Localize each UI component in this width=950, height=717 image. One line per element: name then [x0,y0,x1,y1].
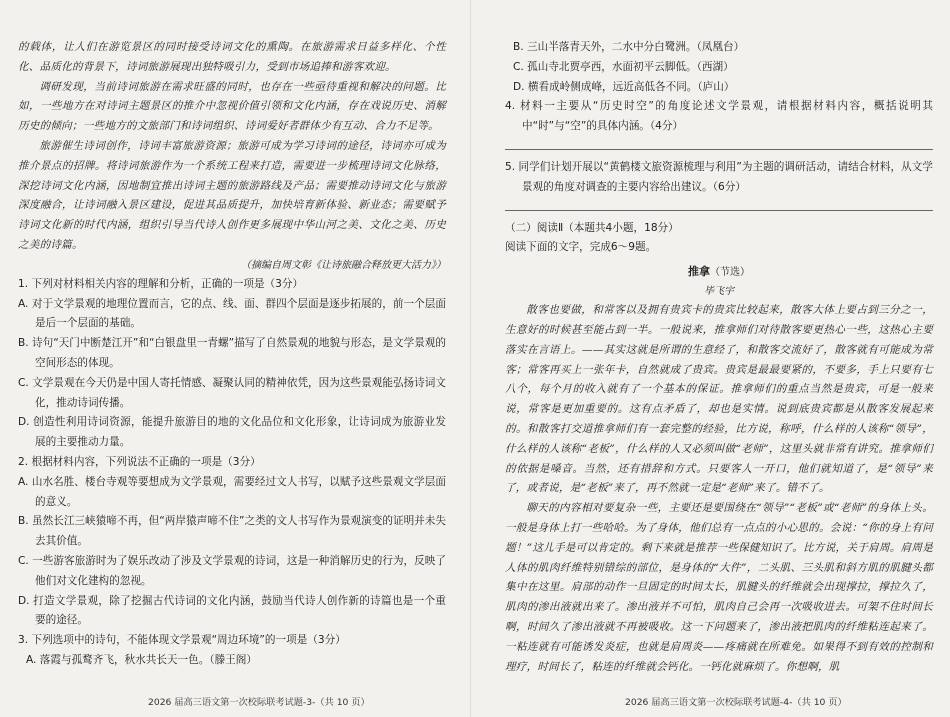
question-1-option-b: B. 诗句“天门中断楚江开”和“白银盘里一青螺”描写了自然景观的地貌与形态，是文学景观的空间形态的体现。 [18,337,446,369]
question-5-stem: 5. 同学们计划开展以“黄鹤楼文旅资源梳理与利用”为主题的调研活动，请结合材料，从文学景观的角度对调查的主要内容给出建议。（6分） [505,160,933,193]
answer-line[interactable] [505,149,933,150]
question-2-stem: 2. 根据材料内容，下列说法不正确的一项是（3分） [18,455,261,468]
passage-source: （摘编自周文彰《让诗旅融合释放更大活力》） [241,259,446,271]
question-3-stem: 3. 下列选项中的诗句，不能体现文学景观“周边环境”的一项是（3分） [18,634,346,647]
question-3-option-c: C. 孤山寺北贾亭西，水面初平云脚低。（西湖） [513,60,734,73]
question-1-option-d: D. 创造性利用诗词资源，能提升旅游目的地的文化品位和文化形象，让诗词成为旅游业发展的主要推动力量。 [18,416,446,449]
question-3-option-d: D. 横看成岭侧成峰，远近高低各不同。（庐山） [513,80,735,93]
question-3-option-a: A. 落霞与孤鹜齐飞，秋水共长天一色。（滕王阁） [26,653,257,666]
story-title-text: 推拿 [688,265,710,279]
right-page [505,38,933,677]
story-paragraph: 聊天的内容相对要复杂一些，主要还是要围绕在“领导”“老板”或“老师”的身体上头。一般是身体上打一些哈哈。为了身体，他们总有一点点的小心思的。会说：“你的身上有问题！”这儿手是可以肯定的。剩下来就是推荐一些保健知识了。比方说，关于肩周。肩周是人体的肌肉纤维特别错综的部位，是身体的“大件”，二头肌、三头肌和斜方肌的肌腱头都集中在这里。肩部的动作一旦固定的时间太长，肌腱头的纤维就会出现撑拉，撑拉久了，肌肉的渗出液就出来了。渗出液并不可怕，肌肉自己会再一次吸收进去。可架不住时间长啊，时间久了渗出液就不再被吸收。这一下问题来了，渗出液把肌肉的纤维粘连起来了。一粘连就有可能诱发炎症，也就是肩周炎——疼痛就在所难免。如果得不到有效的控制和理疗，时间长了，粘连的纤维就会钙化。一钙化就麻烦了。你想啊，肌 [505,502,933,673]
question-1-option-a: A. 对于文学景观的地理位置而言，它的点、线、面、群四个层面是逐步拓展的，前一个层面是后一个层面的基础。 [18,297,446,330]
story-paragraph: 散客也要做，和常客以及拥有贵宾卡的贵宾比较起来，散客大体上要占到三分之一，生意好的时候甚至能占到一半。一般说来，推拿师们对待散客要更热心一些，这热心主要落实在言语上。——其实这就是所谓的生意经了，和散客交流好了，散客就有可能成为常客；常客再买上一张年卡，自然就成了贵宾。贵宾是最最要紧的，不要多，手上只要有七八个，每个月的收入就有了一个基本的保证。推拿师们的重点当然是贵宾，可是一般来说，常客是更加重要的。这有点矛盾了，却也是实情。说到底贵宾都是从散客发展起来的。和散客打交道推拿师们有一套完整的经验，比方说，称呼，什么样的人该称“领导”，什么样的人该称“老板”，什么样的人又必须叫做“老师”，这里头就非常有讲究。推拿师们的依据是嗓音。当然，还有措辞和方式。只要客人一开口，他们就知道了，是“领导”来了，或者说，是“老板”来了，再不然就一定是“老师”来了。错不了。 [505,304,933,495]
page-footer-left: 2026 届高三语文第一次校际联考试题-3-（共 10 页） [148,697,370,708]
question-1-stem: 1. 下列对材料相关内容的理解和分析，正确的一项是（3分） [18,277,304,290]
story-title-note: （节选） [710,267,750,279]
passage-paragraph: 调研发现，当前诗词旅游在需求旺盛的同时，也存在一些亟待重视和解决的问题。比如，一些地方在对诗词主题景区的推介中忽视价值引领和文化内涵，存在戏说历史、消解历史的倾向；一些地方的文旅部门和诗词组织、诗词爱好者群体少有互动、合力不足等。 [18,80,446,133]
passage-paragraph: 的载体，让人们在游览景区的同时接受诗词文化的熏陶。在旅游需求日益多样化、个性化、品质化的背景下，诗词旅游展现出独特吸引力，受到市场追捧和游客欢迎。 [18,41,446,73]
page-footer-right: 2026 届高三语文第一次校际联考试题-4-（共 10 页） [625,697,847,708]
question-2-option-c: C. 一些游客旅游时为了娱乐改动了涉及文学景观的诗词，这是一种消解历史的行为，反映了他们对文化建构的忽视。 [18,554,446,587]
question-2-option-b: B. 虽然长江三峡猿啼不再，但“两岸猿声啼不住”之类的文人书写作为景观演变的证明并未失去其价值。 [18,515,446,548]
section-heading: （二）阅读Ⅱ（本题共4小题，18分） [505,221,679,234]
question-4-stem: 4. 材料一主要从“历史时空”的角度论述文学景观，请根据材料内容，概括说明其中“时”与“空”的具体内涵。（4分） [505,100,933,133]
page-divider [470,0,471,717]
story-author: 毕飞宇 [704,286,734,298]
question-2-option-d: D. 打造文学景观，除了挖掘古代诗词的文化内涵，鼓励当代诗人创作新的诗篇也是一个重要的途径。 [18,594,446,627]
passage-paragraph: 旅游催生诗词创作，诗词丰富旅游资源；旅游可成为学习诗词的途径，诗词亦可成为推介景点的招牌。将诗词旅游作为一个系统工程来打造，需要进一步梳理诗词文化脉络，深挖诗词文化内涵，因地制宜推出诗词主题的旅游路线及产品；需要推动诗词文化与旅游深度融合，让诗词融入景区建设，促进其品质提升，加快培育新体验、新业态；需要赋予诗词文化新的时代内涵，组织引导当代诗人创作更多展现中华山河之美、文化之美、历史之美的诗篇。 [18,139,446,251]
reading-instruction: 阅读下面的文字，完成6～9题。 [505,241,657,254]
question-2-option-a: A. 山水名胜、楼台寺观等要想成为文学景观，需要经过文人书写，以赋予这些景观文学层面的意义。 [18,475,446,508]
question-1-option-c: C. 文学景观在今天仍是中国人寄托情感、凝聚认同的精神依凭，因为这些景观能弘扬诗词文化，推动诗词传播。 [18,376,446,409]
story-title [505,262,933,283]
question-3-option-b: B. 三山半落青天外，二水中分白鹭洲。（凤凰台） [513,41,745,53]
answer-line[interactable] [505,210,933,211]
left-page [18,38,446,671]
